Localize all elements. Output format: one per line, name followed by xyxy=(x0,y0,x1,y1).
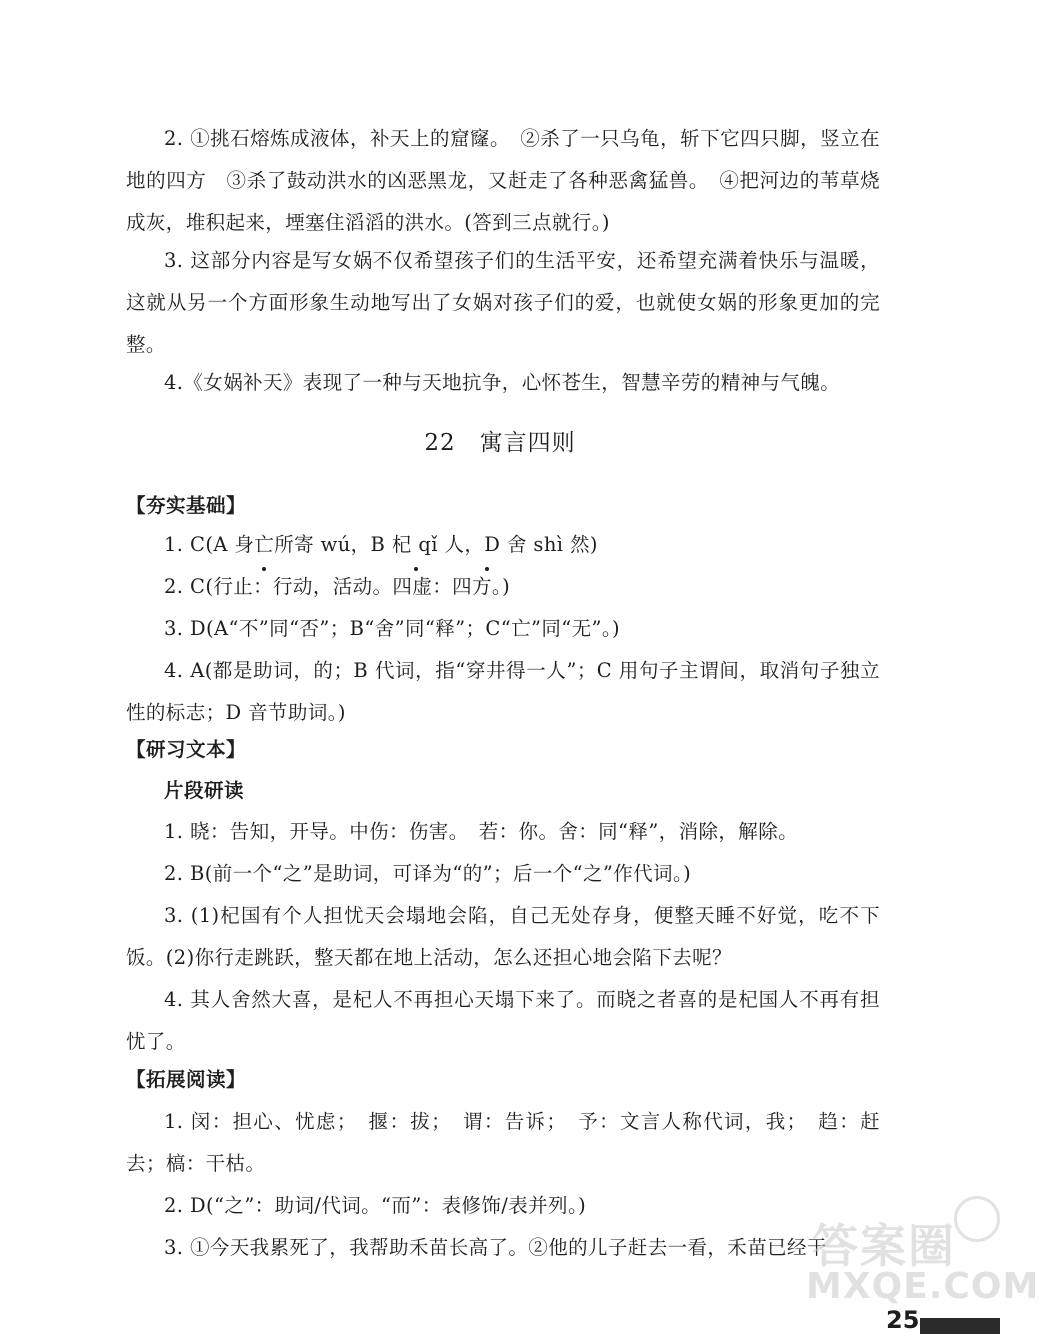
answer-paragraph: 2. ①挑石熔炼成液体，补天上的窟窿。 ②杀了一只乌龟，斩下它四只脚，竖立在地的四方 ③杀了鼓动洪水的凶恶黑龙，又赶走了各种恶禽猛兽。 ④把河边的苇草烧成灰，堆积起来，堙塞住滔滔的洪水。(答到三点就行。) xyxy=(126,127,880,234)
lesson-title: 22 寓言四则 xyxy=(424,430,576,456)
answer-item: 1. 闵：担心、忧虑； 揠：拔； 谓：告诉； 予：文言人称代词，我； 趋：赶去；槁：干枯。 xyxy=(126,1110,880,1175)
answer-item: 4. A(都是助词，的；B 代词，指“穿井得一人”；C 用句子主谓间，取消句子独立性的标志；D 音节助词。) xyxy=(126,659,880,724)
watermark-logo: 答案圈 MXQE.COM xyxy=(806,1196,996,1316)
page-number: 25 xyxy=(886,1306,920,1334)
answer-item: 3. D(A“不”同“否”；B“舍”同“释”；C“亡”同“无”。) xyxy=(164,617,621,640)
section-heading-foundation: 【夯实基础】 xyxy=(126,494,247,517)
answer-item: 2. D(“之”：助词/代词。“而”：表修饰/表并列。) xyxy=(164,1194,587,1217)
answer-item: 1. 晓：告知，开导。中伤：伤害。 若：你。舍：同“释”，消除，解除。 xyxy=(164,820,798,843)
badge-icon xyxy=(954,1196,1000,1242)
answer-item: 3. ①今天我累死了，我帮助禾苗长高了。②他的儿子赶去一看，禾苗已经干 xyxy=(164,1236,827,1259)
answer-paragraph: 4.《女娲补天》表现了一种与天地抗争，心怀苍生，智慧辛劳的精神与气魄。 xyxy=(164,371,841,394)
subsection-heading: 片段研读 xyxy=(164,779,245,802)
answer-paragraph: 3. 这部分内容是写女娲不仅希望孩子们的生活平安，还希望充满着快乐与温暖，这就从另一个方面形象生动地写出了女娲对孩子们的爱，也就使女娲的形象更加的完整。 xyxy=(126,249,880,356)
answer-item: 2. C(行止：行动，活动。四虚：四方。) xyxy=(164,575,511,598)
footer-bar xyxy=(920,1318,1000,1334)
answer-item: 2. B(前一个“之”是助词，可译为“的”；后一个“之”作代词。) xyxy=(164,862,692,885)
answer-item: 3. (1)杞国有个人担忧天会塌地会陷，自己无处存身，便整天睡不好觉，吃不下饭。(2)你行走跳跃，整天都在地上活动，怎么还担心地会陷下去呢？ xyxy=(126,904,880,969)
section-heading-study: 【研习文本】 xyxy=(126,738,247,761)
answer-item: 4. 其人舍然大喜，是杞人不再担心天塌下来了。而晓之者喜的是杞国人不再有担忧了。 xyxy=(126,988,880,1053)
section-heading-extended: 【拓展阅读】 xyxy=(126,1068,247,1091)
answer-item: 1. C(A 身亡所寄 wú，B 杞 qǐ 人，D 舍 shì 然) xyxy=(164,533,598,556)
